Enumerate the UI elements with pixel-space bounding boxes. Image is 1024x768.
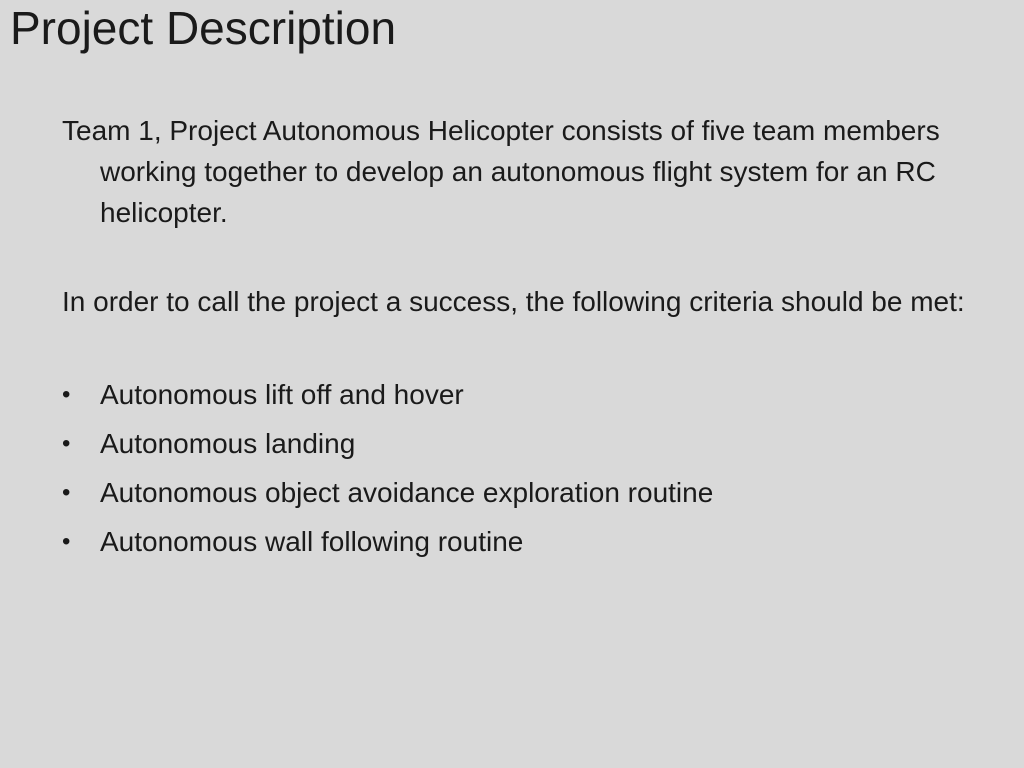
intro-paragraph: Team 1, Project Autonomous Helicopter consists of five team members working together to develop an autonomous flight system for an RC helicopter. bbox=[62, 115, 940, 228]
bullet-icon: • bbox=[62, 430, 71, 457]
criteria-item-label: Autonomous wall following routine bbox=[100, 526, 524, 557]
criteria-item bbox=[62, 468, 982, 517]
criteria-item-label: Autonomous object avoidance exploration routine bbox=[100, 477, 714, 508]
criteria-item bbox=[62, 517, 982, 566]
criteria-item-label: Autonomous landing bbox=[100, 428, 356, 459]
criteria-intro-paragraph: In order to call the project a success, the following criteria should be met: bbox=[62, 286, 965, 317]
criteria-list bbox=[62, 370, 982, 566]
criteria-item bbox=[62, 370, 982, 419]
bullet-icon: • bbox=[62, 479, 71, 506]
bullet-icon: • bbox=[62, 381, 71, 408]
criteria-item bbox=[62, 419, 982, 468]
criteria-item-label: Autonomous lift off and hover bbox=[100, 379, 464, 410]
bullet-icon: • bbox=[62, 528, 71, 555]
slide-title: Project Description bbox=[10, 2, 397, 54]
slide-body bbox=[62, 110, 982, 566]
